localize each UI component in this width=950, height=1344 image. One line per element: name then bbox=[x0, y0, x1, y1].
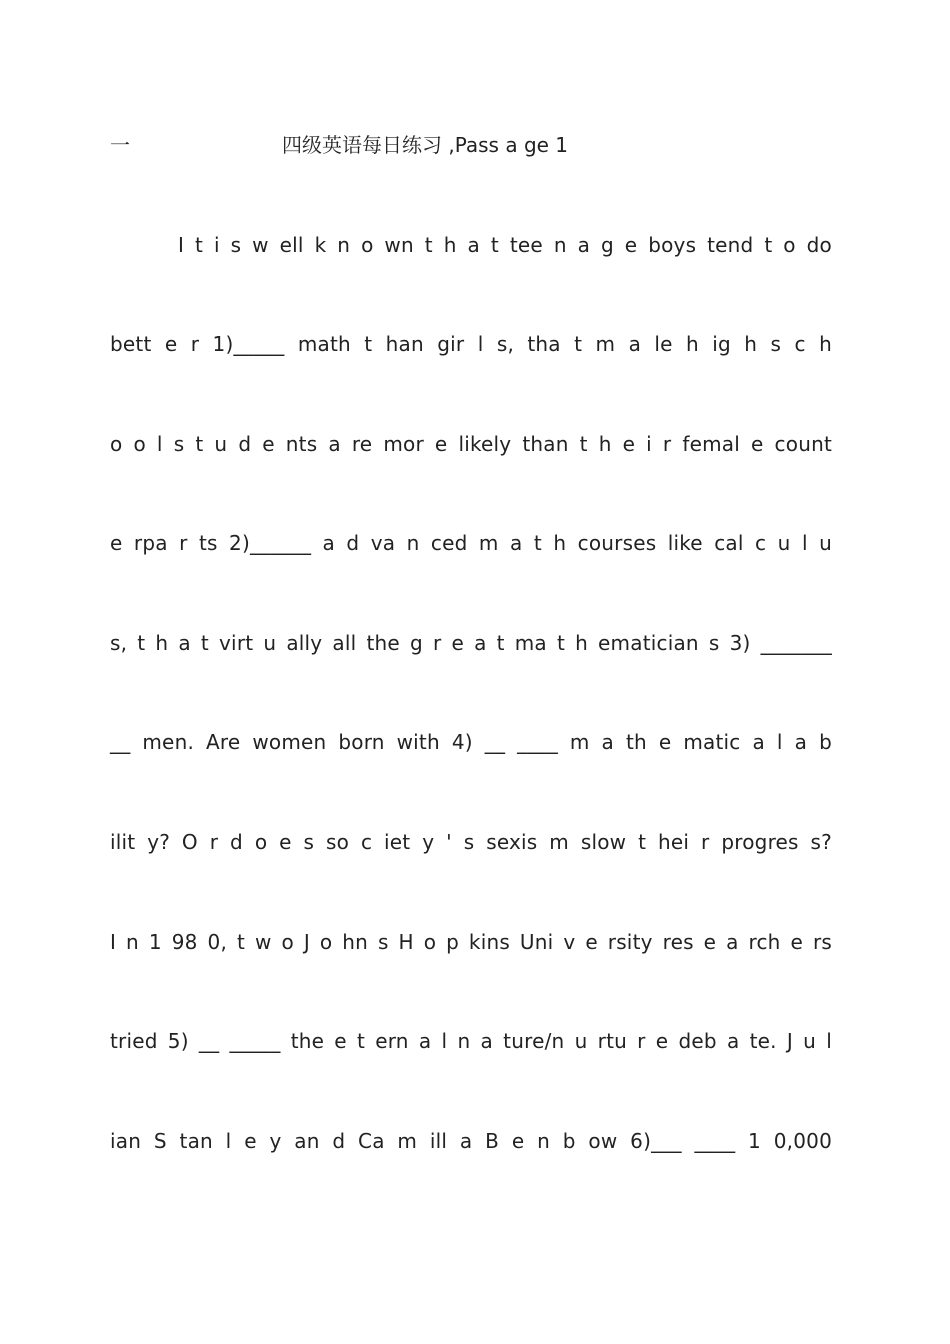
passage-line-2: bett e r 1)_____ math t han gir l s, tha t m a le h ig h s c h bbox=[110, 332, 832, 356]
passage-line-10: ian S tan l e y an d Ca m ill a B e n b ow 6)___ ____ 1 0,000 bbox=[110, 1129, 832, 1153]
passage-line-3: o o l s t u d e nts a re mor e likely than t h e i r femal e count bbox=[110, 432, 832, 456]
passage-line-5: s, t h a t virt u ally all the g r e a t ma t h ematician s 3) _______ bbox=[110, 631, 832, 655]
passage-line-7: ilit y? O r d o e s so c iet y ' s sexis m slow t hei r progres s? bbox=[110, 830, 832, 854]
passage-line-9: tried 5) __ _____ the e t ern a l n a ture/n u rtu r e deb a te. J u l bbox=[110, 1029, 832, 1053]
page-title: 四级英语每日练习 ,Pass a ge 1 bbox=[282, 133, 569, 157]
passage-line-8: I n 1 98 0, t w o J o hn s H o p kins Uni v e rsity res e a rch e rs bbox=[110, 930, 832, 954]
passage-line-4: e rpa r ts 2)______ a d va n ced m a t h courses like cal c u l u bbox=[110, 531, 832, 555]
heading-dash: 一 bbox=[110, 133, 130, 157]
passage-line-6: __ men. Are women born with 4) __ ____ m a th e matic a l a b bbox=[110, 730, 832, 754]
passage-line-1: I t i s w ell k n o wn t h a t tee n a g e boys tend t o do bbox=[178, 233, 832, 257]
